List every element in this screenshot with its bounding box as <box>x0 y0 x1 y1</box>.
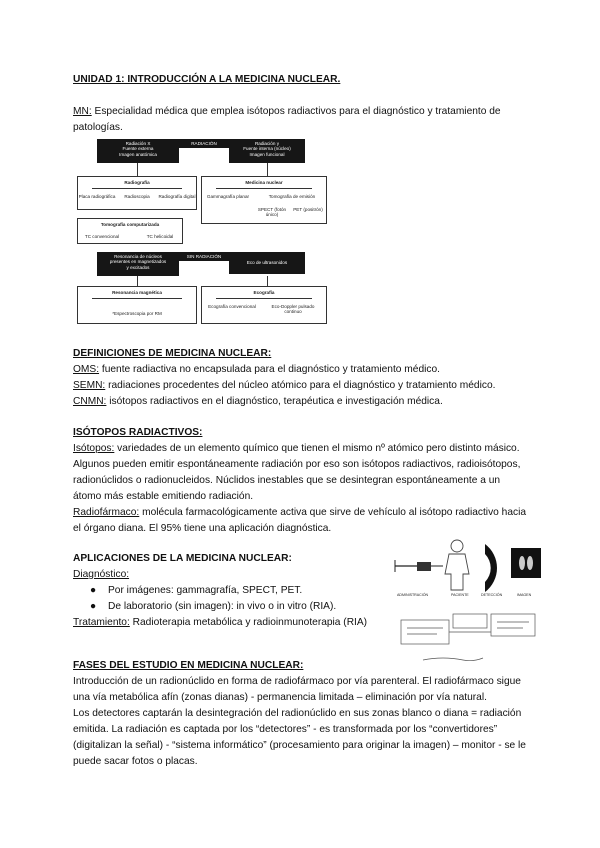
caption-deteccion: DETECCIÓN <box>481 593 503 597</box>
mn-text-line2: patologías. <box>73 122 123 133</box>
caption-imagen: IMAGEN <box>517 593 532 597</box>
resonancia-line: y excitados <box>126 264 150 270</box>
tomografia-title: Tomografía computarizada <box>100 222 160 227</box>
unit-title: UNIDAD 1: INTRODUCCIÓN A LA MEDICINA NUCLEAR. <box>73 74 341 85</box>
connector <box>267 163 268 176</box>
espectroscopia-item: *Espectroscopia por RM <box>112 311 162 316</box>
divider <box>92 298 182 299</box>
tomografia-box <box>77 218 183 244</box>
connector <box>267 276 268 286</box>
radiation-diagram <box>73 138 328 326</box>
divider <box>216 298 312 299</box>
bullet-laboratorio: De laboratorio (sin imagen): in vivo o in vitro (RIA). <box>108 601 337 612</box>
semn-label: SEMN: <box>73 380 106 391</box>
scanner-illustration <box>393 538 543 668</box>
def-semn <box>73 378 495 394</box>
mn-text-line1: Especialidad médica que emplea isótopos radiactivos para el diagnóstico y tratamiento de <box>91 106 501 117</box>
isotopos-line1 <box>73 441 520 457</box>
radiofarmaco-text: molécula farmacológicamente activa que sirve de vehículo al isótopo radiactivo hacia <box>139 507 527 518</box>
definiciones-title: DEFINICIONES DE MEDICINA NUCLEAR: <box>73 348 272 359</box>
medicina-nuclear-title: Medicina nuclear <box>245 180 283 185</box>
gamma-line: Radiación γ <box>254 141 279 146</box>
patient-icon <box>445 540 469 590</box>
radiografia-item: Radioscopia <box>124 194 150 199</box>
caption-paciente: PACIENTE <box>451 593 469 597</box>
ecografia-box <box>201 286 327 324</box>
bullet-icon: ● <box>90 601 97 612</box>
tratamiento-line <box>73 615 367 631</box>
isotopos-text: variedades de un elemento químico que tienen el mismo nº atómico pero distinto másico. <box>114 443 520 454</box>
isotopos-line3: radionúclidos o radionucleidos. Núclidos inestables que se desintegran espontáneamente a un <box>73 475 501 486</box>
ecografia-item: Eco-Doppler pulsado continuo <box>271 304 315 315</box>
radiofarmaco-line2: el órgano diana. El 95% tiene una aplicación diagnóstica. <box>73 523 332 534</box>
caption-administracion: ADMINISTRACIÓN <box>397 593 429 597</box>
fases-line: Los detectores captarán la desintegración del radionúclido en sus zonas blanco o diana = radiación <box>73 708 522 719</box>
xray-image-line: Imagen anatómica <box>119 151 157 157</box>
mn-definition <box>73 104 501 120</box>
ecografia-title: Ecografía <box>253 290 275 295</box>
medicina-nuclear-box <box>201 176 327 224</box>
radiografia-item: Radiografía digital <box>158 194 196 199</box>
schematic-sketch <box>401 614 535 661</box>
gamma-dark-box <box>229 139 305 163</box>
tratamiento-text: Radioterapia metabólica y radioinmunoterapia (RIA) <box>129 617 368 628</box>
fases-title: FASES DEL ESTUDIO EN MEDICINA NUCLEAR: <box>73 660 304 671</box>
detector-icon <box>485 544 497 592</box>
fases-line: emitida. La radiación es captada por los “detectores” - es transformada por los “convertidores” <box>73 724 498 735</box>
diagnostico-label: Diagnóstico: <box>73 569 130 580</box>
fases-line: Introducción de un radionúclido en forma de radiofármaco por vía parenteral. El radiofármaco sigue <box>73 676 521 687</box>
bullet-icon: ● <box>90 585 97 596</box>
mn-label: MN: <box>73 106 92 117</box>
mn-item: Gammagrafía planar <box>206 194 250 199</box>
connector <box>137 276 138 286</box>
oms-label: OMS: <box>73 364 100 375</box>
isotopos-label: Isótopos: <box>73 443 115 454</box>
resonancia-dark-box <box>97 252 179 276</box>
aplicaciones-title: APLICACIONES DE LA MEDICINA NUCLEAR: <box>73 553 292 564</box>
nuclear-medicine-figure <box>393 538 543 668</box>
syringe-icon <box>395 560 443 572</box>
xray-dark-box <box>97 139 179 163</box>
cnmn-text: isótopos radiactivos en el diagnóstico, terapéutica e investigación médica. <box>106 396 443 407</box>
gamma-source-line: Fuente interna (núcleo) <box>243 146 291 152</box>
fases-line: puede sacar fotos o placas. <box>73 756 198 767</box>
scan-image <box>511 548 541 578</box>
resonancia-box <box>77 286 197 324</box>
ecografia-item: Ecografía convencional <box>208 304 256 309</box>
cnmn-label: CNMN: <box>73 396 107 407</box>
radiacion-label: RADIACIÓN <box>179 139 229 148</box>
tomografia-item: TC helicoidal <box>146 234 174 239</box>
sin-radiacion-label: SIN RADIACIÓN <box>179 252 229 261</box>
fases-line: (digitalizan la señal) - “sistema informático” (procesamiento para originar la imagen) – monitor - se le <box>73 740 526 751</box>
resonancia-title: Resonancia magnética <box>112 290 162 295</box>
gamma-image-line: Imagen funcional <box>249 151 285 157</box>
bullet-imagenes: Por imágenes: gammagrafía, SPECT, PET. <box>108 585 303 596</box>
radiografia-item: Placa radiográfica <box>78 194 116 199</box>
radiografia-box <box>77 176 197 210</box>
tomografia-item: TC convencional <box>84 234 120 239</box>
eco-dark-box: Eco de ultrasonidos <box>229 252 305 274</box>
mn-item: Tomografía de emisión <box>268 194 316 199</box>
def-oms <box>73 362 440 378</box>
fases-line: una vía metabólica afín (zonas dianas) - permanencia limitada – eliminación por vía natural. <box>73 692 487 703</box>
pet-item: PET (positrón) <box>293 207 323 212</box>
radiofarmaco-label: Radiofármaco: <box>73 507 140 518</box>
isotopos-title: ISÓTOPOS RADIACTIVOS: <box>73 427 203 438</box>
xray-line: Radiación X <box>125 141 151 146</box>
connector <box>137 163 138 176</box>
divider <box>216 188 312 189</box>
isotopos-line4: átomo más estable emitiendo radiación. <box>73 491 254 502</box>
tratamiento-label: Tratamiento: <box>73 617 130 628</box>
radiografia-title: Radiografía <box>124 180 150 185</box>
oms-text: fuente radiactiva no encapsulada para el diagnóstico y tratamiento médico. <box>99 364 440 375</box>
def-cnmn <box>73 394 443 410</box>
isotopos-line2: Algunos pueden emitir espontáneamente radiación por eso son isótopos radiactivos, radioisótopos, <box>73 459 521 470</box>
semn-text: radiaciones procedentes del núcleo atómico para el diagnóstico y tratamiento médico. <box>105 380 496 391</box>
radiofarmaco-line1 <box>73 505 526 521</box>
spect-item: SPECT (fotón único) <box>257 207 287 218</box>
resonancia-line: Resonancia de núcleos <box>114 254 162 259</box>
divider <box>92 188 182 189</box>
xray-source-line: Fuente externa <box>122 146 154 152</box>
resonancia-line: presentes en magnetizados <box>109 259 167 265</box>
